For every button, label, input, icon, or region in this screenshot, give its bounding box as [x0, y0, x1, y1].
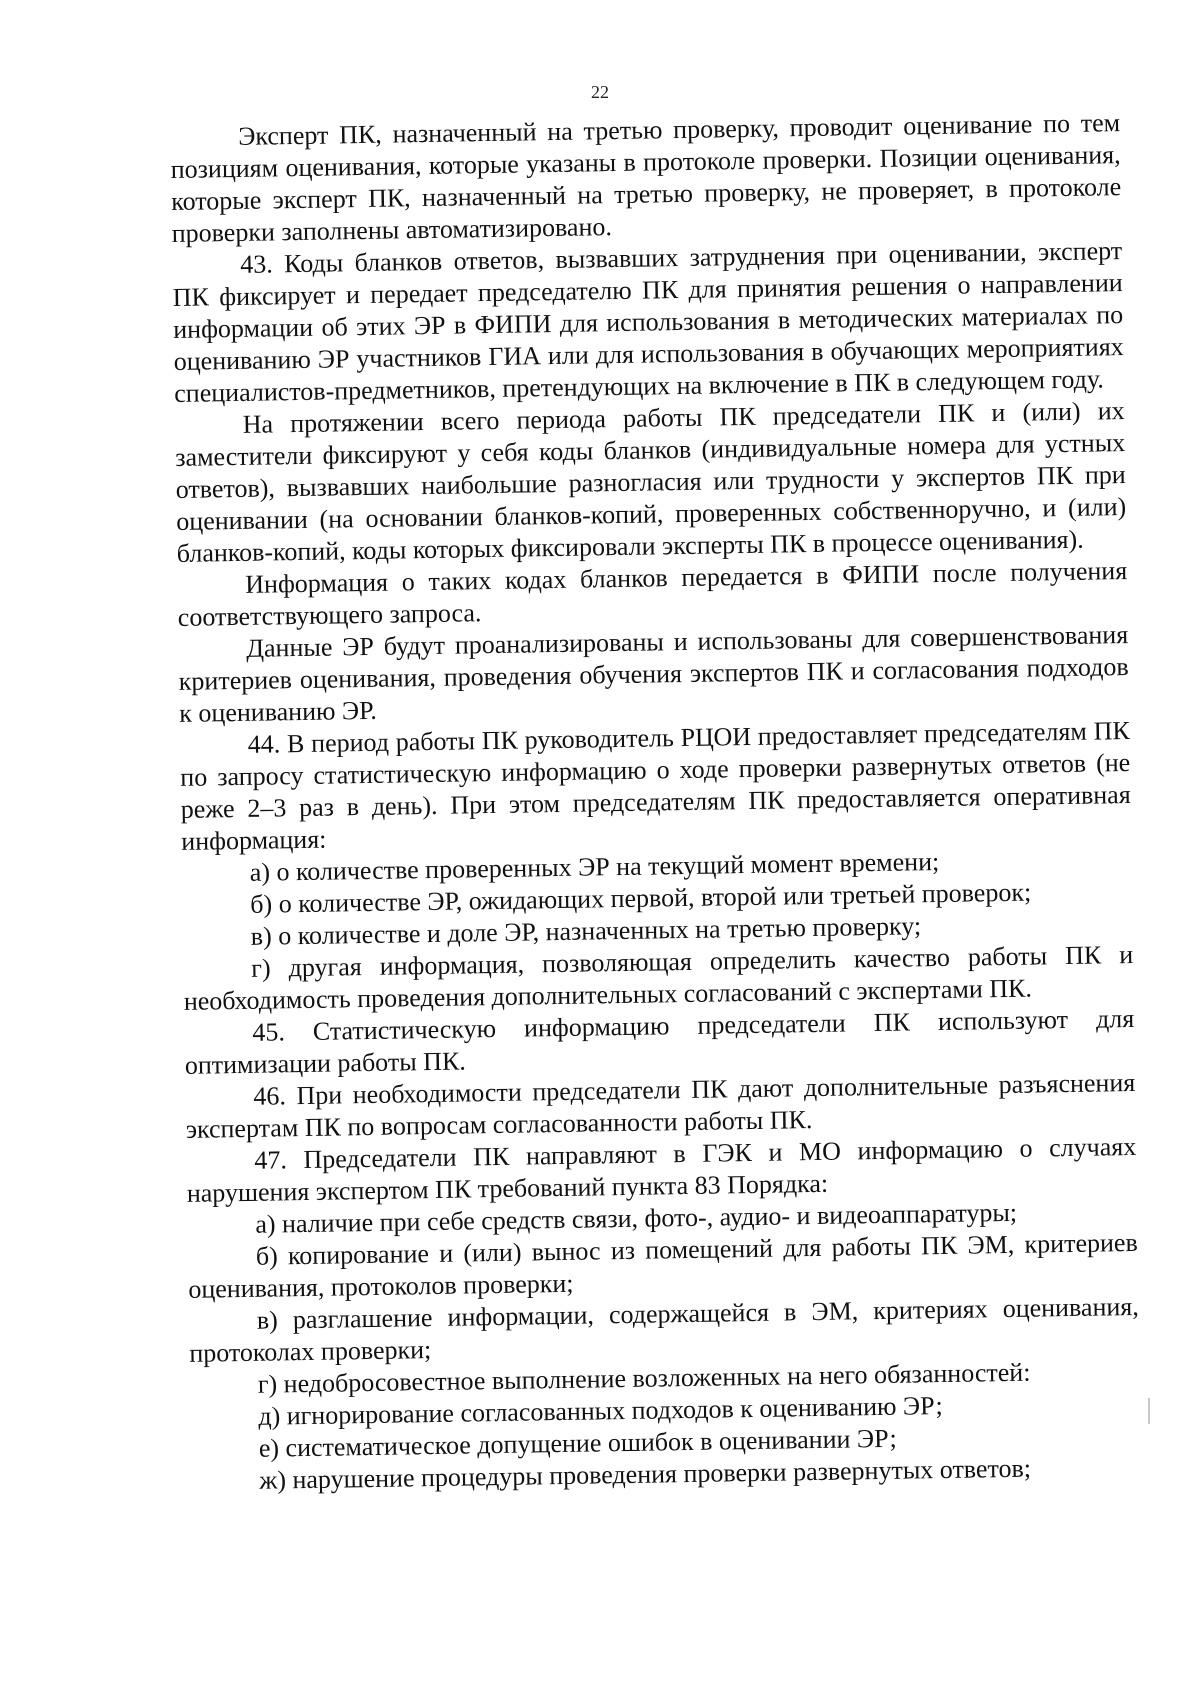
paragraph-46: 46. При необходимости председатели ПК дают дополнительные разъяснения экспертам ПК по вопросам согласованности работы ПК. — [185, 1067, 1136, 1144]
list-item-47-g: г) недобросовестное выполнение возложенных на него обязанностей: — [257, 1357, 1031, 1399]
page-number: 22 — [591, 82, 609, 102]
paragraph-43: 43. Коды бланков ответов, вызвавших затруднения при оценивании, эксперт ПК фиксирует и передает председателю ПК для принятия решения о направлении информации об этих ЭР в ФИПИ для использования в методических материалах по оцениванию ЭР участников ГИА или для использования в обучающих мероприятиях специалистов-предметников, претендующих на включение в ПК в следующем году. — [172, 236, 1124, 408]
paragraph-47: 47. Председатели ПК направляют в ГЭК и МО информацию о случаях нарушения экспертом ПК требований пункта 83 Порядка: — [186, 1131, 1137, 1208]
list-item-47-b: б) копирование и (или) вынос из помещений для работы ПК ЭМ, критериев оценивания, протоколов проверки; — [188, 1227, 1138, 1304]
list-item-44-g: г) другая информация, позволяющая определить качество работы ПК и необходимость проведения дополнительных согласований с экспертами ПК. — [183, 939, 1134, 1016]
list-item-47-zh: ж) нарушение процедуры проведения проверки развернутых ответов; — [259, 1453, 1032, 1495]
list-item-47-e: е) систематическое допущение ошибок в оценивании ЭР; — [258, 1423, 897, 1463]
list-item-47-v: в) разглашение информации, содержащейся в ЭМ, критериях оценивания, протоколах проверки; — [189, 1291, 1139, 1368]
list-item-44-a: а) о количестве проверенных ЭР на текущий момент времени; — [249, 847, 940, 887]
paragraph-45: 45. Статистическую информацию председатели ПК используют для оптимизации работы ПК. — [184, 1003, 1135, 1080]
list-item-44-b: б) о количестве ЭР, ожидающих первой, второй или третьей проверок; — [250, 877, 1032, 919]
list-item-44-v: в) о количестве и доле ЭР, назначенных на третью проверку; — [250, 911, 922, 951]
list-item-47-d: д) игнорирование согласованных подходов к оцениванию ЭР; — [258, 1391, 943, 1431]
paragraph-chairs-record-codes: На протяжении всего периода работы ПК председатели ПК и (или) их заместители фиксируют у себя коды бланков (индивидуальные номера для устных ответов), вызвавших наибольшие разногласия или трудности у экспертов ПК при оценивании (на основании бланков-копий, проверенных собственноручно, и (или) бланков-копий, коды которых фиксировали эксперты ПК в процессе оценивания). — [175, 396, 1127, 568]
paragraph-44: 44. В период работы ПК руководитель РЦОИ предоставляет председателям ПК по запросу статистическую информацию о ходе проверки развернутых ответов (не реже 2–3 раз в день). При этом председателям ПК предоставляется оперативная информация: — [180, 716, 1131, 856]
paragraph-info-to-fipi: Информация о таких кодах бланков передается в ФИПИ после получения соответствующего запроса. — [177, 556, 1128, 632]
paragraph-third-check-expert: Эксперт ПК, назначенный на третью проверку, проводит оценивание по тем позициям оценивания, которые указаны в протоколе проверки. Позиции оценивания, которые эксперт ПК, назначенный на третью проверку, не проверяет, в протоколе проверки заполнены автоматизировано. — [170, 108, 1122, 248]
scan-edge-mark — [1148, 1398, 1150, 1424]
list-item-47-a: а) наличие при себе средств связи, фото-, аудио- и видеоаппаратуры; — [255, 1197, 1018, 1239]
document-body — [170, 107, 1141, 1498]
paragraph-data-analysis: Данные ЭР будут проанализированы и использованы для совершенствования критериев оценивания, проведения обучения экспертов ПК и согласования подходов к оцениванию ЭР. — [178, 620, 1129, 728]
